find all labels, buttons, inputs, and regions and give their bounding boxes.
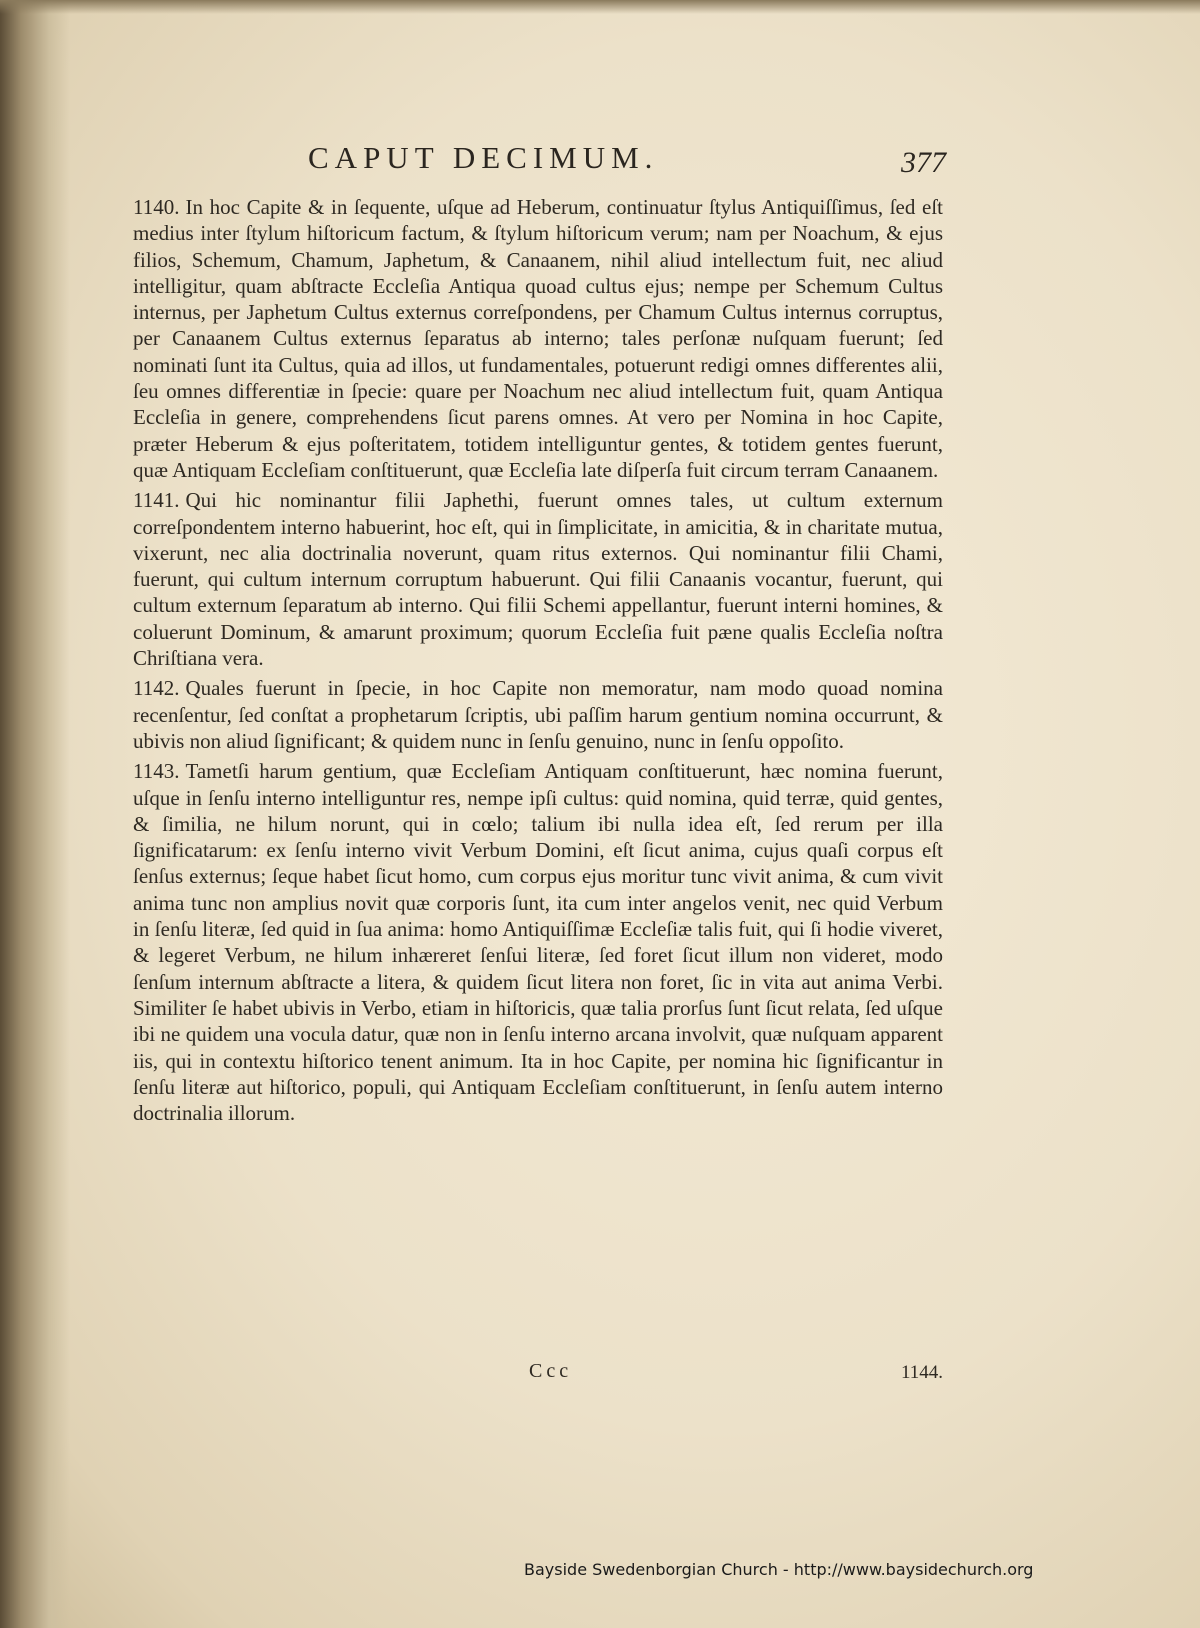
paragraph-number: 1141. [133,488,180,513]
paragraph-1141 [133,487,943,671]
paragraph-number: 1142. [133,676,180,701]
paragraph-text: Tametſi harum gentium, quæ Eccleſiam Antiquam conſtituerunt, hæc nomina fuerunt, uſque in ſenſu interno intelliguntur res, nempe ipſi cultus: quid nomina, quid terræ, quid gentes, & ſimilia, ne hilum norunt, qui in cœlo; talium ibi nulla idea eſt, ſed rerum per illa ſignificatarum: ex ſenſu interno vivit Verbum Domini, eſt ſicut anima, cujus quaſi corpus eſt ſenſus externus; ſeque habet ſicut homo, cum corpus ejus moritur tunc vivit anima, & cum vivit anima tunc non amplius novit quæ corporis ſunt, ita cum inter angelos venit, nec quid Verbum in ſenſu literæ, ſed quid in ſua anima: homo Antiquiſſimæ Eccleſiæ talis fuit, qui ſi hodie viveret, & legeret Verbum, ne hilum inhæreret ſenſui literæ, ſed foret ſicut illum non videret, modo ſenſum internum abſtracte a litera, & quidem ſicut litera non foret, ſic in vita aut anima Verbi. Similiter ſe habet ubivis in Verbo, etiam in hiſtoricis, quæ talia prorſus ſunt ſicut relata, ſed uſque ibi ne quidem una vocula datur, quæ non in ſenſu interno arcana involvit, quæ nuſquam apparent iis, qui in contextu hiſtorico tenent animum. Ita in hoc Capite, per nomina hic ſignificantur in ſenſu literæ aut hiſtorico, populi, qui Antiquam Eccleſiam conſtituerunt, in ſenſu autem interno doctrinalia illorum. [133,759,943,1126]
paragraph-text: Quales fuerunt in ſpecie, in hoc Capite non memoratur, nam modo quoad nomina recenſentur, ſed conſtat a prophetarum ſcriptis, ubi paſſim harum gentium nomina occurrunt, & ubivis non aliud ſignificant; & quidem nunc in ſenſu genuino, nunc in ſenſu oppoſito. [133,676,943,753]
paragraph-1140 [133,194,943,483]
paragraph-text: In hoc Capite & in ſequente, uſque ad Heberum, continuatur ſtylus Antiquiſſimus, ſed eſt medius inter ſtylum hiſtoricum factum, & ſtylum hiſtoricum verum; nam per Noachum, & ejus filios, Schemum, Chamum, Japhetum, & Canaanem, nihil aliud intellectum fuit, nec aliud intelligitur, quam abſtracte Eccleſia Antiqua quoad cultus ejus; nempe per Schemum Cultus internus, per Japhetum Cultus externus correſpondens, per Chamum Cultus internus corruptus, per Canaanem Cultus externus ſeparatus ab interno; tales perſonæ nuſquam fuerunt; ſed nominati ſunt ita Cultus, quia ad illos, ut fundamentales, potuerunt redigi omnes differentes alii, ſeu omnes differentiæ in ſpecie: quare per Noachum nec aliud intellectum fuit, quam Antiqua Eccleſia in genere, comprehendens ſicut parens omnes. At vero per Nomina in hoc Capite, præter Heberum & ejus poſteritatem, totidem intelliguntur gentes, & totidem gentes fuerunt, quæ Antiquam Eccleſiam conſtituerunt, quæ Eccleſia late diſperſa fuit circum terram Canaanem. [133,195,943,482]
paragraph-1143 [133,758,943,1126]
paragraph-1142 [133,675,943,754]
catchword: 1144. [900,1362,943,1383]
page-top-edge [0,0,1200,14]
body-text [133,194,943,1130]
page-number: 377 [901,146,946,179]
page-header [130,140,950,190]
signature-mark: Ccc [529,1360,573,1382]
page-footer [133,1360,943,1390]
running-title: CAPUT DECIMUM. [308,140,659,175]
paragraph-number: 1143. [133,759,180,784]
paragraph-text: Qui hic nominantur filii Japhethi, fuerunt omnes tales, ut cultum externum correſpondentem interno habuerint, hoc eſt, qui in ſimplicitate, in amicitia, & in charitate mutua, vixerunt, nec alia doctrinalia noverunt, quam ritus externos. Qui nominantur filii Chami, fuerunt, qui cultum internum corruptum habuerunt. Qui filii Canaanis vocantur, fuerunt, qui cultum externum ſeparatum ab interno. Qui filii Schemi appellantur, fuerunt interni homines, & coluerunt Dominum, & amarunt proximum; quorum Eccleſia fuit pæne qualis Eccleſia noſtra Chriſtiana vera. [133,488,943,671]
spine-shadow [0,0,70,1628]
paragraph-number: 1140. [133,195,180,219]
watermark-credit: Bayside Swedenborgian Church - http://www.baysidechurch.org [524,1560,1034,1579]
